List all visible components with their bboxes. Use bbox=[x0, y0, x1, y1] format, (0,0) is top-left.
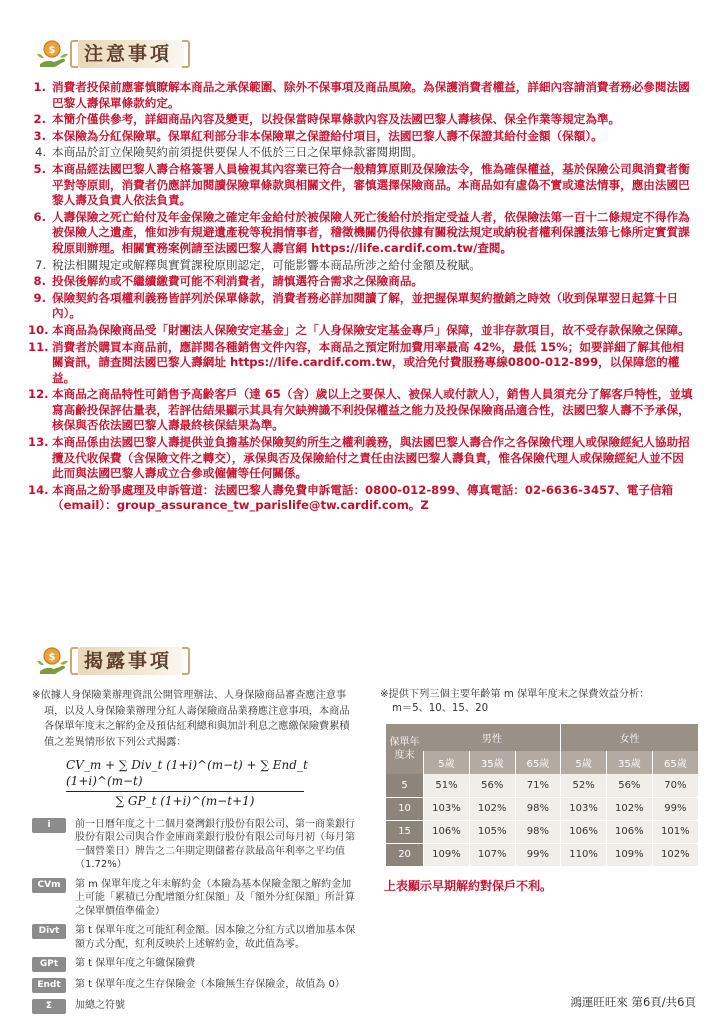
note-number: 2. bbox=[33, 112, 46, 127]
note-text: 本商品經法國巴黎人壽合格簽署人員檢視其內容業已符合一般精算原則及保險法令，惟為確保權益，基於保險公司與消費者衡平對等原則，消費者仍應詳加閱讀保險單條款與相關文件，審慎選擇保險商品。本商品如有虛偽不實或違法情事，應由法國巴黎人壽及負責人依法負責。 bbox=[52, 161, 690, 208]
bracket-left-icon bbox=[70, 647, 78, 675]
table-female-header: 女性 bbox=[561, 724, 698, 751]
table-row bbox=[386, 843, 698, 866]
note-number: 13. bbox=[28, 435, 49, 450]
table-age-header: 35歲 bbox=[606, 751, 652, 774]
early-surrender-warning: 上表顯示早期解約對保戶不利。 bbox=[384, 878, 553, 893]
table-age-header: 5歲 bbox=[561, 751, 607, 774]
note-item bbox=[28, 210, 694, 257]
table-value-cell: 101% bbox=[652, 820, 698, 843]
notes-section-header bbox=[34, 38, 190, 70]
note-number: 12. bbox=[28, 387, 49, 402]
formula-numerator: CV_m + ∑ Div_t (1+i)^(m−t) + ∑ End_t (1+i)^(m−t) bbox=[66, 758, 308, 788]
section-title-band bbox=[78, 647, 182, 675]
table-age-header: 5歲 bbox=[424, 751, 470, 774]
note-item bbox=[28, 112, 694, 128]
disclosure-right-column bbox=[380, 688, 698, 894]
formula-fraction-line bbox=[66, 791, 304, 792]
table-value-cell: 110% bbox=[561, 843, 607, 866]
notes-list bbox=[28, 80, 694, 515]
table-age-header: 65歲 bbox=[515, 751, 561, 774]
table-row bbox=[386, 774, 698, 797]
note-number: 10. bbox=[28, 322, 49, 337]
legend-item bbox=[32, 924, 356, 951]
table-age-header: 65歲 bbox=[652, 751, 698, 774]
section-title-band bbox=[78, 40, 182, 68]
table-year-cell: 10 bbox=[386, 797, 424, 820]
note-number: 4. bbox=[34, 145, 46, 160]
table-body bbox=[386, 774, 698, 866]
legend-item bbox=[32, 878, 356, 919]
note-text: 本商品之商品特性可銷售予高齡客戶（達 65（含）歲以上之要保人、被保人或付款人），銷售人員須充分了解客戶特性，並填寫高齡投保評估量表，若評估結果顯示其具有欠缺辨識不利投保權益之能力及投保保險商品適合性，法國巴黎人壽不予承保，核保與否依法國巴黎人壽最終核保結果為準。 bbox=[52, 387, 693, 433]
note-item bbox=[28, 323, 694, 339]
formula-denominator: ∑ GP_t (1+i)^(m−t+1) bbox=[115, 794, 255, 808]
legend-text: 第 t 保單年度之年繳保險費 bbox=[75, 958, 196, 969]
note-item bbox=[28, 340, 694, 387]
table-value-cell: 71% bbox=[515, 774, 561, 797]
note-number: 1. bbox=[33, 80, 46, 94]
table-value-cell: 106% bbox=[424, 820, 470, 843]
money-plant-icon bbox=[34, 645, 70, 677]
note-item bbox=[28, 291, 694, 322]
table-year-cell: 15 bbox=[386, 820, 424, 843]
table-value-cell: 98% bbox=[515, 797, 561, 820]
table-row bbox=[386, 820, 698, 843]
note-text: 保險契約各項權利義務皆詳列於保單條款，消費者務必詳加閱讀了解，並把握保單契約撤銷之時效（收到保單翌日起算十日內）。 bbox=[52, 290, 679, 321]
table-value-cell: 56% bbox=[469, 774, 515, 797]
note-number: 5. bbox=[33, 161, 46, 176]
legend-badge: Divt bbox=[32, 924, 66, 939]
table-value-cell: 106% bbox=[606, 820, 652, 843]
table-value-cell: 103% bbox=[424, 797, 470, 820]
note-item bbox=[28, 387, 694, 434]
legend-item bbox=[32, 999, 356, 1014]
note-text: 消費者於購買本商品前，應詳閱各種銷售文件內容，本商品之預定附加費用率最高 42%，最低 15%；如要詳細了解其他相關資訊，請查閱法國巴黎人壽網址 https://life.cardif.com.tw，或洽免付費服務專線0800-012-899，以保障您的權益。 bbox=[52, 339, 684, 385]
note-number: 7. bbox=[34, 257, 46, 272]
note-text: 本保險為分紅保險單。保單紅利部分非本保險單之保證給付項目，法國巴黎人壽不保證其給付金額（保額）。 bbox=[52, 128, 603, 143]
table-note-line2: m＝5、10、15、20 bbox=[392, 703, 489, 714]
table-value-cell: 106% bbox=[561, 820, 607, 843]
benefit-formula bbox=[66, 758, 356, 810]
disclosure-intro: ※依據人身保險業辦理資訊公開管理辦法、人身保險商品審查應注意事項，以及人身保險業辦理分紅人壽保險商品業務應注意事項，本商品各保單年度末之解約金及預估紅利總和與加計利息之應繳保險費累積值之差異情形依下列公式揭露： bbox=[32, 690, 350, 748]
table-value-cell: 51% bbox=[424, 774, 470, 797]
table-value-cell: 109% bbox=[424, 843, 470, 866]
note-item bbox=[28, 80, 694, 111]
note-number: 6. bbox=[33, 209, 46, 224]
formula-legend bbox=[32, 818, 356, 1015]
legend-badge: CVm bbox=[32, 878, 66, 893]
money-plant-icon bbox=[34, 38, 70, 70]
note-text: 本簡介僅供參考，詳細商品內容及變更，以投保當時保單條款內容及法國巴黎人壽核保、保全作業等規定為準。 bbox=[52, 112, 621, 127]
table-age-header: 35歲 bbox=[469, 751, 515, 774]
table-value-cell: 105% bbox=[469, 820, 515, 843]
note-number: 8. bbox=[33, 274, 46, 289]
table-corner-header: 保單年度末 bbox=[386, 724, 424, 774]
table-value-cell: 52% bbox=[561, 774, 607, 797]
table-value-cell: 103% bbox=[561, 797, 607, 820]
note-number: 11. bbox=[28, 339, 49, 354]
note-item bbox=[28, 258, 694, 274]
table-value-cell: 102% bbox=[469, 797, 515, 820]
note-text: 稅法相關規定或解釋與實質課稅原則認定，可能影響本商品所涉之給付金額及稅賦。 bbox=[52, 257, 481, 272]
table-row bbox=[386, 797, 698, 820]
table-year-cell: 5 bbox=[386, 774, 424, 797]
note-text: 投保後解約或不繼續繳費可能不利消費者，請慎選符合需求之保險商品。 bbox=[52, 274, 424, 289]
note-number: 14. bbox=[28, 482, 49, 497]
table-note-line1: ※提供下列三個主要年齡第 m 保單年度末之保費效益分析： bbox=[380, 689, 650, 700]
legend-text: 前一日曆年度之十二個月臺灣銀行股份有限公司、第一商業銀行股份有限公司與合作金庫商業銀行股份有限公司每月初（每月第一個營業日）牌告之二年期定期儲蓄存款最高年利率之平均值（1.72%） bbox=[75, 818, 355, 870]
note-number: 9. bbox=[33, 290, 46, 305]
note-text: 本商品於訂立保險契約前須提供要保人不低於三日之保單條款審閱期間。 bbox=[52, 145, 424, 160]
table-value-cell: 56% bbox=[606, 774, 652, 797]
legend-item bbox=[32, 957, 356, 972]
note-item bbox=[28, 145, 694, 161]
note-text: 本商品係由法國巴黎人壽提供並負擔基於保險契約所生之權利義務，與法國巴黎人壽合作之各保險代理人或保險經紀人協助招攬及代收保費（含保險文件之轉交），承保與否及保險給付之責任由法國巴黎人壽負責，惟各保險代理人或保險經紀人並不因此而與法國巴黎人壽成立合參或僱傭等任何關係。 bbox=[52, 435, 690, 481]
table-value-cell: 98% bbox=[515, 820, 561, 843]
note-number: 3. bbox=[33, 128, 46, 143]
table-year-cell: 20 bbox=[386, 843, 424, 866]
legend-badge: Σ bbox=[32, 999, 66, 1014]
page-footer: 鴻運旺旺來 第6頁/共6頁 bbox=[570, 995, 696, 1009]
disclosure-section-title: 揭露事項 bbox=[84, 650, 173, 672]
table-value-cell: 107% bbox=[469, 843, 515, 866]
legend-text: 第 t 保單年度之生存保險金（本險無生存保險金，故值為 0） bbox=[75, 979, 345, 990]
table-value-cell: 102% bbox=[606, 797, 652, 820]
svg-text:$: $ bbox=[48, 45, 56, 56]
svg-text:$: $ bbox=[48, 652, 56, 663]
bracket-left-icon bbox=[70, 40, 78, 68]
note-item bbox=[28, 483, 694, 514]
note-text: 本商品之紛爭處理及申訴管道：法國巴黎人壽免費申訴電話：0800-012-899、傳真電話：02-6636-3457、電子信箱（email）：group_assurance_tw_parislife@tw.cardif.com。Z bbox=[52, 482, 674, 513]
table-value-cell: 99% bbox=[652, 797, 698, 820]
legend-item bbox=[32, 818, 356, 872]
table-value-cell: 99% bbox=[515, 843, 561, 866]
legend-item bbox=[32, 978, 356, 993]
legend-badge: GPt bbox=[32, 957, 66, 972]
premium-benefit-table bbox=[386, 724, 698, 867]
note-item bbox=[28, 129, 694, 145]
table-value-cell: 70% bbox=[652, 774, 698, 797]
legend-text: 加總之符號 bbox=[75, 1000, 125, 1011]
bracket-right-icon bbox=[182, 647, 190, 675]
disclosure-left-column bbox=[32, 688, 356, 1014]
note-item bbox=[28, 274, 694, 290]
note-text: 消費者投保前應審慎瞭解本商品之承保範圍、除外不保事項及商品風險。為保護消費者權益，詳細內容請消費者務必參閱法國巴黎人壽保單條款約定。 bbox=[52, 80, 690, 110]
notes-section-title: 注意事項 bbox=[84, 43, 173, 65]
legend-text: 第 t 保單年度之可能紅利金額。因本險之分紅方式以增加基本保額方式分配，紅利反映於上述解約金，故此值為零。 bbox=[75, 925, 356, 950]
legend-badge: i bbox=[32, 818, 66, 833]
legend-text: 第 m 保單年度之年末解約金（本險為基本保險金額之解約金加上可能「累積已分配增額分紅保額」及「額外分紅保額」所計算之保單價值準備金） bbox=[75, 878, 355, 917]
note-item bbox=[28, 435, 694, 482]
disclosure-section-header bbox=[34, 645, 190, 677]
bracket-right-icon bbox=[182, 40, 190, 68]
legend-badge: Endt bbox=[32, 978, 66, 993]
note-text: 本商品為保險商品受「財團法人保險安定基金」之「人身保險安定基金專戶」保障，並非存款項目，故不受存款保險之保障。 bbox=[52, 322, 690, 337]
table-value-cell: 109% bbox=[606, 843, 652, 866]
table-value-cell: 102% bbox=[652, 843, 698, 866]
note-text: 人壽保險之死亡給付及年金保險之確定年金給付於被保險人死亡後給付於指定受益人者，依保險法第一百十二條規定不得作為被保險人之遺產，惟如涉有規避遺產稅等稅捐情事者，稽徵機關仍得依據有關稅法規定或納稅者權利保護法第七條所定實質課稅原則辦理。相關實務案例請至法國巴黎人壽官網 https://life.cardif.com.tw/查閱。 bbox=[52, 209, 690, 255]
note-item bbox=[28, 162, 694, 209]
table-age-row bbox=[386, 751, 698, 774]
table-male-header: 男性 bbox=[424, 724, 561, 751]
